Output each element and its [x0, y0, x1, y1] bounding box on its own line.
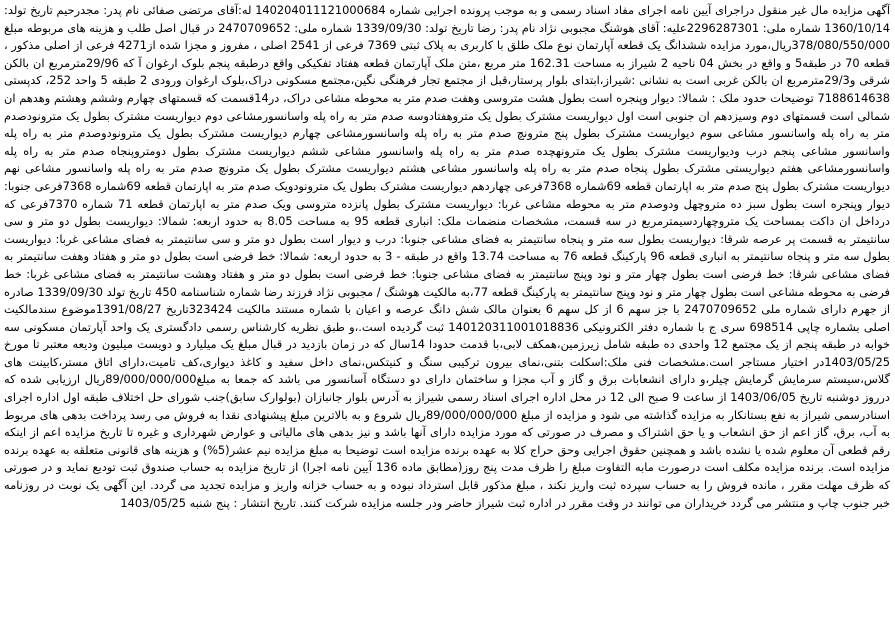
notice-body-text: آگهی مزایده مال غیر منقول دراجرای آیین نامه اجرای مفاد اسناد رسمی و به موجب پرونده اجرایی شماره 140204011121000684 له:آقای مرتضی صفائی نام پدر: مجدرحیم تاریخ تولد: 1360/10/14 شماره ملی: 2296287301علیه: آقای هوشنگ مجبوبی نژاد نام پدر: رضا تاریخ تولد: 1339/09/30 شماره ملی: 2470709652 در قبال اصل طلب و هزینه های مربوطه مبلغ 378/080/550/000ریال،مورد مزایده ششدانگ یک قطعه آپارتمان نوع ملک طلق با کاربری به پلاک ثبتی 7369 فرعی از 2541 اصلی ، مفروز و مجزا شده از4271 فرعی از اصلی مذکور ، قطعه 70 در طبقه5 و واقع در بخش 04 ناحیه 2 شیراز به مساحت 162.31 متر مربع ،متن ملک آپارتمان قطعه هفتاد تفکیکی واقع درطبقه پنجم بلوک ارغوان آ که 29/96مترمربع ان بالکن شرقی و29/3مترمربع ان بالکن غربی است به نشانی :شیراز،ابتدای بلوار پرستار،قبل از مجتمع تجار فرهنگی نگین،مجتمع مسکونی دراک،بلوک ارغوان ورودی 2 طبقه 5 واحد 252، کدپستی 7188614638 توضیحات حدود ملک : شمالا: دیوار وپنجره است بطول هشت متروسی وهفت صدم متر به محوطه مشاعی دراک، در14قسمت که قسمتهای چهارم وششم وهشتم وهدهم ان شمالی است قسمتهای دوم وسیزدهم ان جنوبی است اول دیواریست مشترک بطول یک متروهفتادوسه صدم متر به راه پله واسانسورمشاعی دوم دیواریست مشترک بطول یک مترونودصدم متر به راه پله واسانسور مشاعی سوم دیواریست مشترک بطول پنج مترونچ صدم متر به راه پله واسانسورمشاعی چهارم دیواریست مشترک بطول یک مترونودوصدم متر به راه پله واسانسور مشاعی پنجم درب ودیواریست مشترک بطول یک مترونهچده صدم متر به راه پله واسانسور مشاعی ششم دیواریست مشترک بطول دومتروپنجاه صدم متر به راه پله واسانسورمشاعی هفتم دیواریستی مشترک بطول پنجاه صدم متر به راه پله واسانسور مشاعی هشتم دیواریست مشترک بطول یک مترونچ صدم متر به راه پله واسانسور مشاعی نهم دیواریست مشترک بطول پنج صدم متر به اپارتمان قطعه 69شماره 7368فرعی چهاردهم دیواریست مشترک بطول یک مترونودویک صدم متر به اپارتمان قطعه 69شماره 7368فرعی جنوبا: دیوار وپنجره است بطول سبز ده متروچهل ودوصدم متر به محوطه مشاعی غربا: دیواریست مشترک بطول پانزده متروسی ویک صدم متر به اپارتمان قطعه 71 شماره 7370فرعی که درداخل ان داکت بمساحت یک متروچهاردسیمترمربع در سه قسمت، مشخصات منضمات ملک: انباری قطعه 95 به مساحت 8.05 به حدود اربعه: شمالا: دیواریست بطول دو متر و سی سانتیمتر به قسمت پر عرصه شرقا: دیواریست بطول سه متر و پنجاه سانتیمتر به فضای مشاعی جنوبا: درب و دیوار است بطول دو متر و سی سانتیمتر به فضای مشاعی غربا: دیواریست بطول سه متر و پنجاه سانتیمتر به انباری قطعه 96 پارکینگ قطعه 76 به مساحت 13.74 واقع در طبقه - 3 به حدود اربعه: شمالا: خط فرضی است بطول دو متر و هفتاد وهفت سانتیمتر به فضای مشاعی شرقا: خط فرضی است بطول چهار متر و نود وپنج سانتیمتر به فضای مشاعی جنوبا: خط فرضی است بطول دو متر و هفتاد وهشت سانتیمتر به فضای مشاعی غربا: خط فرضی به محوطه مشاعی است بطول چهار متر و نود وپنج سانتیمتر به پارکینگ قطعه 77،به مالکیت هوشنگ / مجبوبی نژاد فرزند رضا شماره شناسنامه 450 تاریخ تولد 1339/09/30 صادره از جهرم دارای شماره ملی 2470709652 با جز سهم 6 از کل سهم 6 بعنوان مالک شش دانگ عرصه و اعیان با شماره مستند مالکیت 323424تاریخ 1391/08/27موضوع سندمالکیت اصلی بشماره چاپی 698514 سری ج با شماره دفتر الکترونیکی 140120311001018836 ثبت گردیده است.،و طبق نظریه کارشناس رسمی دادگستری یک واحد آپارتمان مسکونی سه خوابه در طبقه پنجم از یک مجتمع 12 واحدی ده طبقه شامل زیرزمین،همکف لابی،با قدمت حدودا 14سال که در زمان بازدید در قبال مبلغ یک میلیارد و دویست میلیون ودیعه معتبر تا مورخ 1403/05/25در اختیار مستاجر است.مشخصات فنی ملک:اسکلت بتنی،نمای بیرون ترکیبی سنگ و کنیتکس،نمای داخل سفید و کاغذ دیواری،کف تامیت،دارای اتاق مستر،کابینت های گلاس،سیستم سرمایش گرمایش چیلر،و دارای انشعابات برق و گاز و آب مجزا و ساختمان دارای دو دستگاه آسانسور می باشد که جمعا به مبلغ89/000/000/000ریال ارزیابی شده که درروز دوشنبه تاریخ 1403/06/05 از ساعت 9 صبح الی 12 در محل اداره اجرای اسناد رسمی شیراز به آدرس بلوار جانبازان (بولوارک سابق)جنب شورای حل اختلاف طبقه اول اداره اجرای اسنادرسمی شیراز به نفع بستانکار به مزایده گذاشته می شود و مزایده از مبلغ 89/000/000/000ریال شروع و به بالاترین مبلغ پیشنهادی نقدا به فروش می رسد پرداخت بدهی های مربوط به آب، برق، گاز اعم از حق انشعاب و یا حق اشتراک و مصرف در صورتی که مورد مزایده دارای آنها باشد و نیز بدهی های مالیاتی و عوارض شهرداری و غیره تا تاریخ مزایده اعم از اینکه رقم قطعی آن معلوم شده یا نشده باشد و همچنین حقوق اجرایی وحق حراج کلا به عهده برنده مزایده است توضیحا به مبلغ مزایده نیم عشر(5%) و هزینه های قانونی متعلقه به عهده برنده مزایده است. برنده مزایده مکلف است درصورت مابه التفاوت مبلغ را ظرف مدت پنج روز(مطابق ماده 136 آیین نامه اجرا) از تاریخ مزایده به حساب صندوق ثبت تودیع نماید و در صورتی که ظرف مهلت مقرر ، مانده فروش را به حساب سپرده ثبت واریز نکند ، مبلغ مذکور قابل استرداد نبوده و به حساب خزانه واریز و مزایده تجدید می گردد. این آگهی یک نوبت در روزنامه خبر جنوب چاپ و منتشر می گردد خریداران می توانند در وقت مقرر در اداره ثبت شیراز حاضر ودر جلسه مزایده شرکت کنند. تاریخ انتشار : پنج شنبه 1403/05/25	[4, 3, 890, 510]
auction-notice	[4, 2, 890, 628]
